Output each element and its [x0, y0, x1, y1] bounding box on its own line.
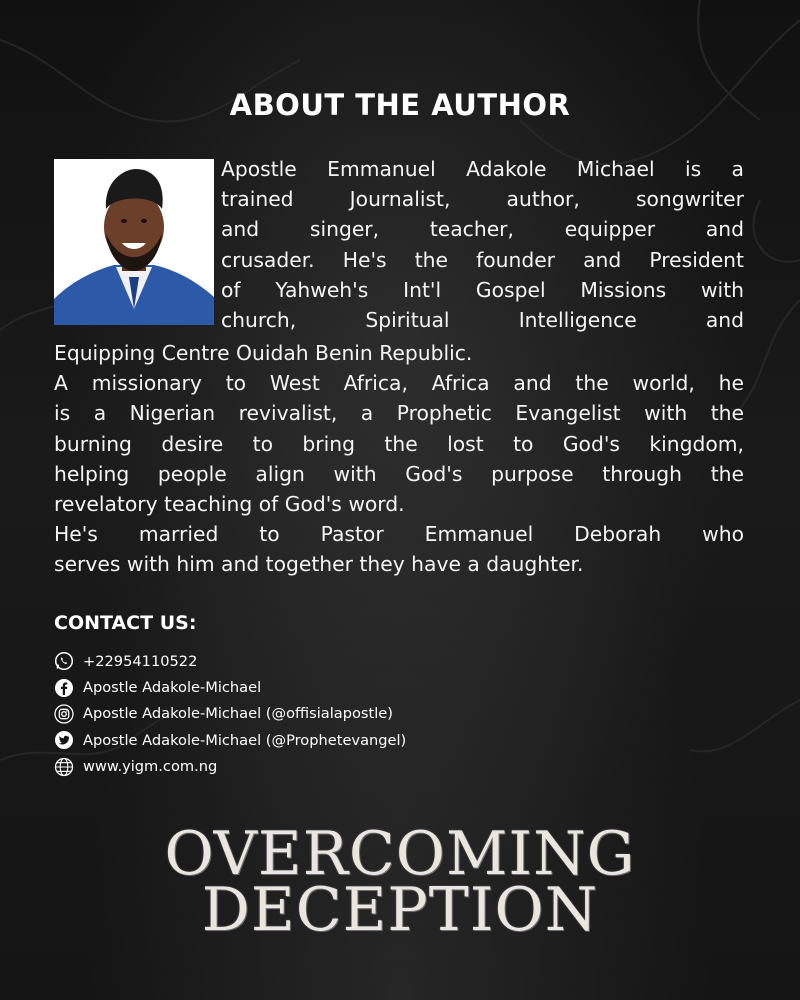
author-portrait-image — [54, 159, 214, 325]
about-author-heading: ABOUT THE AUTHOR — [229, 88, 571, 122]
contact-text: +22954110522 — [83, 652, 198, 670]
book-title-line: OVERCOMING — [164, 819, 636, 889]
bio-line: revelatory teaching of God's word. — [54, 492, 405, 517]
contact-item-website — [54, 754, 654, 780]
instagram-icon — [54, 704, 74, 724]
facebook-icon — [54, 678, 74, 698]
contact-heading: CONTACT US: — [54, 612, 197, 634]
contact-item-twitter — [54, 727, 654, 753]
bio-line: is a Nigerian revivalist, a Prophetic Evangelist with the — [54, 401, 744, 426]
bio-line: A missionary to West Africa, Africa and the world, he — [54, 371, 744, 396]
globe-icon — [54, 757, 74, 777]
author-photo — [54, 159, 214, 325]
bio-text-top — [221, 154, 744, 335]
contact-text: Apostle Adakole-Michael (@Prophetevangel) — [83, 731, 407, 749]
contact-text: www.yigm.com.ng — [83, 758, 218, 776]
book-title-line: DECEPTION — [201, 875, 599, 945]
bio-line: burning desire to bring the lost to God's kingdom, — [54, 431, 744, 456]
whatsapp-icon — [54, 651, 74, 671]
contact-item-instagram — [54, 701, 654, 727]
bio-text-rest — [54, 338, 744, 580]
contact-list — [54, 648, 654, 780]
contact-item-phone — [54, 648, 654, 674]
book-title — [0, 819, 800, 945]
bio-line: Apostle Emmanuel Adakole Michael is a — [221, 157, 744, 181]
twitter-icon — [54, 730, 74, 750]
bio-line: church, Spiritual Intelligence and — [221, 308, 744, 333]
bio-line: and singer, teacher, equipper and — [221, 217, 744, 242]
bio-line: crusader. He's the founder and President — [221, 247, 744, 272]
bio-line: He's married to Pastor Emmanuel Deborah who — [54, 522, 744, 547]
contact-text: Apostle Adakole-Michael — [83, 679, 262, 697]
bio-line: Equipping Centre Ouidah Benin Republic. — [54, 341, 473, 365]
bio-line: serves with him and together they have a daughter. — [54, 552, 584, 577]
contact-text: Apostle Adakole-Michael (@offisialapostle) — [83, 705, 393, 723]
contact-item-facebook — [54, 674, 654, 700]
bio-line: trained Journalist, author, songwriter — [221, 187, 744, 212]
bio-line: of Yahweh's Int'l Gospel Missions with — [221, 277, 744, 302]
bio-line: helping people align with God's purpose through the — [54, 461, 744, 486]
